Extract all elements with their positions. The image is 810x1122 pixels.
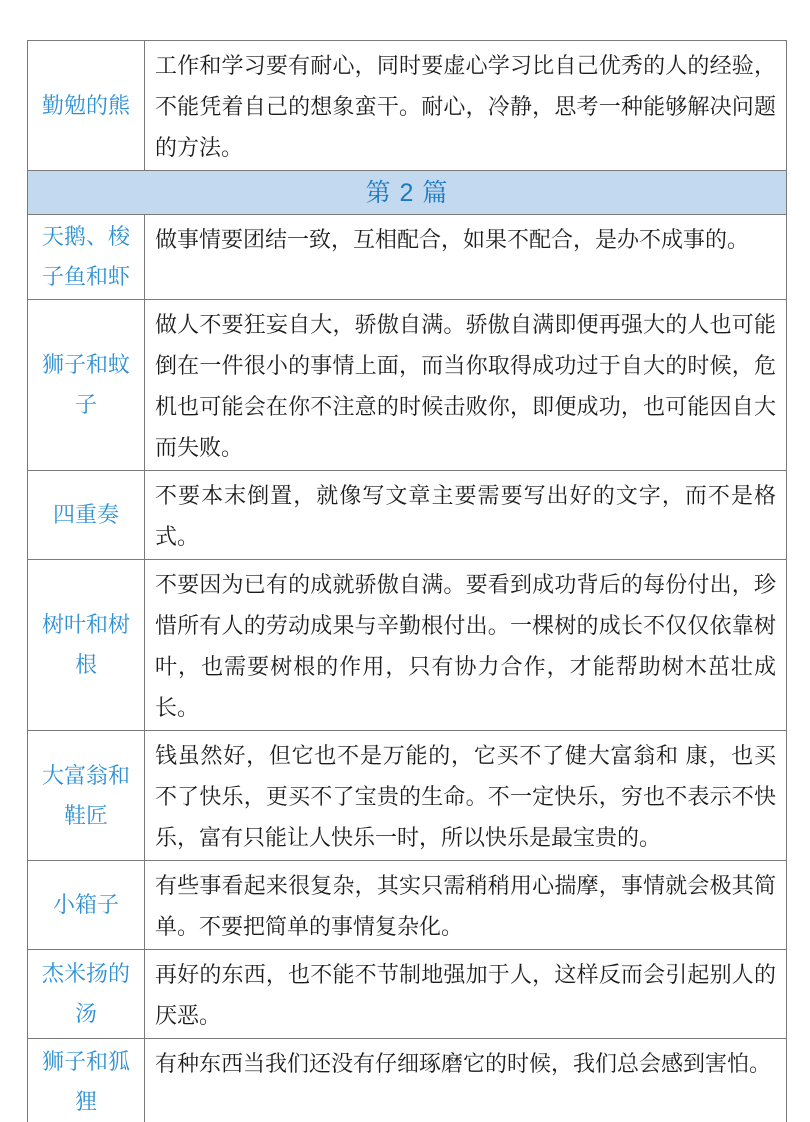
table-row [28, 41, 787, 171]
table-row [28, 950, 787, 1039]
fable-title-cell: 勤勉的熊 [28, 41, 145, 171]
table-row [28, 471, 787, 560]
fable-moral-cell: 做事情要团结一致，互相配合，如果不配合，是办不成事的。 [145, 215, 787, 300]
fable-moral-cell: 钱虽然好，但它也不是万能的，它买不了健大富翁和 康，也买不了快乐，更买不了宝贵的生命。不一定快乐，穷也不表示不快乐，富有只能让人快乐一时，所以快乐是最宝贵的。 [145, 731, 787, 861]
fable-title-cell: 狮子和狐狸 [28, 1039, 145, 1122]
fable-title-cell: 狮子和蚊子 [28, 300, 145, 471]
fable-title-cell: 树叶和树根 [28, 560, 145, 731]
fable-title-cell: 小箱子 [28, 861, 145, 950]
fable-moral-cell: 有些事看起来很复杂，其实只需稍稍用心揣摩，事情就会极其简单。不要把简单的事情复杂化。 [145, 861, 787, 950]
fable-moral-cell: 不要本末倒置，就像写文章主要需要写出好的文字，而不是格式。 [145, 471, 787, 560]
section-header: 第 2 篇 [28, 171, 787, 215]
fable-title-cell: 杰米扬的汤 [28, 950, 145, 1039]
fable-moral-cell: 工作和学习要有耐心，同时要虚心学习比自己优秀的人的经验，不能凭着自己的想象蛮干。耐心，冷静，思考一种能够解决问题的方法。 [145, 41, 787, 171]
fable-moral-cell: 不要因为已有的成就骄傲自满。要看到成功背后的每份付出，珍惜所有人的劳动成果与辛勤根付出。一棵树的成长不仅仅依靠树叶，也需要树根的作用，只有协力合作，才能帮助树木茁壮成长。 [145, 560, 787, 731]
table-row [28, 1039, 787, 1122]
fable-moral-cell: 有种东西当我们还没有仔细琢磨它的时候，我们总会感到害怕。 [145, 1039, 787, 1122]
fable-title-cell: 四重奏 [28, 471, 145, 560]
fables-table [27, 40, 787, 1122]
table-row [28, 560, 787, 731]
fable-moral-cell: 再好的东西，也不能不节制地强加于人，这样反而会引起别人的厌恶。 [145, 950, 787, 1039]
fable-title-cell: 大富翁和鞋匠 [28, 731, 145, 861]
section-header-row [28, 171, 787, 215]
table-row [28, 300, 787, 471]
fable-moral-cell: 做人不要狂妄自大，骄傲自满。骄傲自满即便再强大的人也可能倒在一件很小的事情上面，而当你取得成功过于自大的时候，危机也可能会在你不注意的时候击败你，即便成功，也可能因自大而失败。 [145, 300, 787, 471]
table-row [28, 731, 787, 861]
table-row [28, 861, 787, 950]
table-row [28, 215, 787, 300]
fable-title-cell: 天鹅、梭子鱼和虾 [28, 215, 145, 300]
